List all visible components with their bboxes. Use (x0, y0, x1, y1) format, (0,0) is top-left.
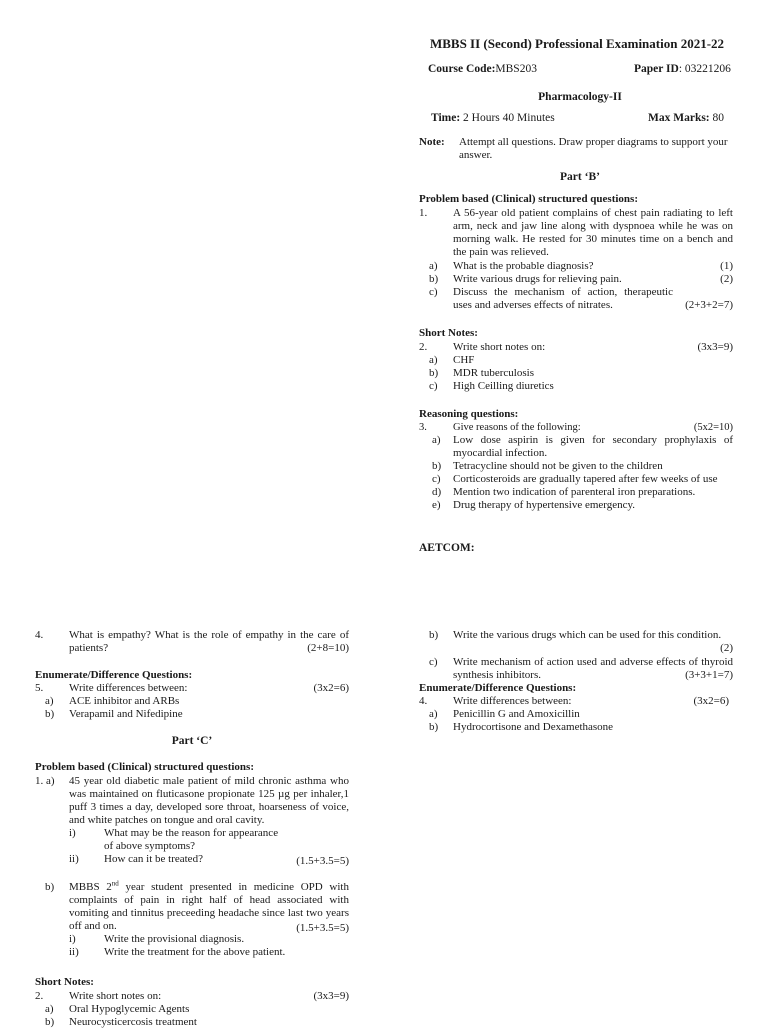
question-1b: b) Write various drugs for relieving pain. (2) (429, 273, 733, 285)
part-c-q1a-marks: (1.5+3.5=5) (296, 855, 349, 867)
max-marks: Max Marks: 80 (648, 112, 725, 124)
part-c-q1b: b) MBBS 2nd year student presented in medicine OPD with complaints of pain in right half of head associated with vomiting and tinnitus preceeding headache since last two years off and on. (1.5+3.5=5) i) Write the provisional diagnosis. ii) Write the treatment for the above patient. (45, 879, 349, 958)
part-b-title: Part ‘B’ (560, 171, 600, 183)
aetcom-heading: AETCOM: (419, 542, 475, 554)
right-q-c: c) Write mechanism of action used and adverse effects of thyroid synthesis inhibitors. (3+3+1=7) (429, 656, 733, 681)
short-notes-heading: Short Notes: (419, 327, 478, 339)
part-c-q2b: b) Neurocysticercosis treatment (45, 1016, 197, 1028)
part-c-q1a: 1. a) 45 year old diabetic male patient of mild chronic asthma who was maintained on fluticasone propionate 125 µg per inhaler,1 puff 3 times a day, developed sore throat, hoarseness of voice, and white patches on tongue and oral cavity. i) What may be the reason for appearance of above symptoms? (1.5+3.5=5) ii) How can it be treated? (35, 775, 349, 867)
left-q4-marks: (2+8=10) (307, 642, 349, 654)
subject-title: Pharmacology-II (538, 91, 622, 103)
exam-title: MBBS II (Second) Professional Examination 2021-22 (429, 36, 725, 51)
question-1: 1. A 56-year old patient complains of chest pain radiating to left arm, neck and jaw line along with dyspnoea while he was on morning walk. He rested for 30 minutes time on a bench and the pain was relieved. (419, 207, 733, 258)
part-c-q1b-i: i) Write the provisional diagnosis. (69, 933, 245, 945)
part-c-q1b-marks: (1.5+3.5=5) (296, 922, 349, 934)
question-1c: c) Discuss the mechanism of action, therapeutic uses and adverses effects of nitrates. (429, 286, 673, 311)
time-allowed: Time: 2 Hours 40 Minutes (431, 112, 555, 124)
question-2: 2. Write short notes on: (3x3=9) a) CHF b) MDR tuberculosis c) High Ceilling diuretics (419, 341, 733, 392)
question-2c: c) High Ceilling diuretics (429, 380, 554, 392)
right-q-b: b) Write the various drugs which can be used for this condition. (2) (429, 629, 733, 654)
question-3b: b) Tetracycline should not be given to the children (432, 460, 663, 472)
question-2b: b) MDR tuberculosis (429, 367, 534, 379)
right-q-b-marks: (2) (720, 642, 733, 654)
part-c-title: Part ‘C’ (171, 735, 213, 747)
right-q4a: a) Penicillin G and Amoxicillin (429, 708, 580, 720)
part-c-q1a-ii: ii) How can it be treated? (69, 853, 203, 865)
part-c-problem-heading: Problem based (Clinical) structured questions: (35, 761, 254, 773)
question-3a: a) Low dose aspirin is given for secondary prophylaxis of myocardial infection. (432, 434, 733, 459)
left-q4: 4. What is empathy? What is the role of empathy in the care of patients? (2+8=10) (35, 629, 349, 654)
question-3e: e) Drug therapy of hypertensive emergency. (432, 499, 636, 511)
question-3d: d) Mention two indication of parenteral iron preparations. (432, 486, 696, 498)
right-enumerate-heading: Enumerate/Difference Questions: (419, 682, 577, 694)
part-c-q1a-i: i) What may be the reason for appearance of above symptoms? (69, 827, 279, 852)
left-q5: 5. Write differences between: (3x2=6) a) ACE inhibitor and ARBs b) Verapamil and Nifedipine (35, 682, 349, 720)
question-2a: a) CHF (429, 354, 475, 366)
reasoning-heading: Reasoning questions: (419, 408, 519, 420)
left-enumerate-heading: Enumerate/Difference Questions: (35, 669, 193, 681)
right-q4: 4. Write differences between: (3x2=6) a) Penicillin G and Amoxicillin b) Hydrocortisone and Dexamethasone (419, 695, 733, 734)
question-1c-marks: (2+3+2=7) (685, 299, 733, 311)
left-q5b: b) Verapamil and Nifedipine (45, 708, 183, 720)
question-1-subparts (419, 260, 733, 312)
problem-based-heading: Problem based (Clinical) structured questions: (419, 193, 638, 205)
left-q5a: a) ACE inhibitor and ARBs (45, 695, 180, 707)
question-3: 3. Give reasons of the following: (5x2=10) a) Low dose aspirin is given for secondary prophylaxis of myocardial infection. b) Tetracycline should not be given to the children c) Corticosteroids are gradually tapered after few weeks of use d) Mention two indication of parenteral iron preparations. e) Drug therapy of hypertensive emergency. (419, 422, 733, 511)
part-c-q2a: a) Oral Hypoglycemic Agents (45, 1003, 190, 1015)
part-c-q1b-ii: ii) Write the treatment for the above patient. (69, 946, 286, 958)
question-3c: c) Corticosteroids are gradually tapered after few weeks of use (432, 473, 718, 485)
note: Note: Attempt all questions. Draw proper diagrams to support your answer. (419, 136, 728, 161)
course-code: Course Code:MBS203 (428, 63, 537, 75)
question-1a: a) What is the probable diagnosis? (1) (429, 260, 733, 272)
right-q-c-marks: (3+3+1=7) (685, 669, 733, 681)
right-q4b: b) Hydrocortisone and Dexamethasone (429, 721, 614, 733)
paper-id: Paper ID: 03221206 (634, 63, 731, 75)
part-c-q2: 2. Write short notes on: (3x3=9) a) Oral Hypoglycemic Agents b) Neurocysticercosis treatment (35, 990, 349, 1028)
part-c-short-notes-heading: Short Notes: (35, 976, 94, 988)
